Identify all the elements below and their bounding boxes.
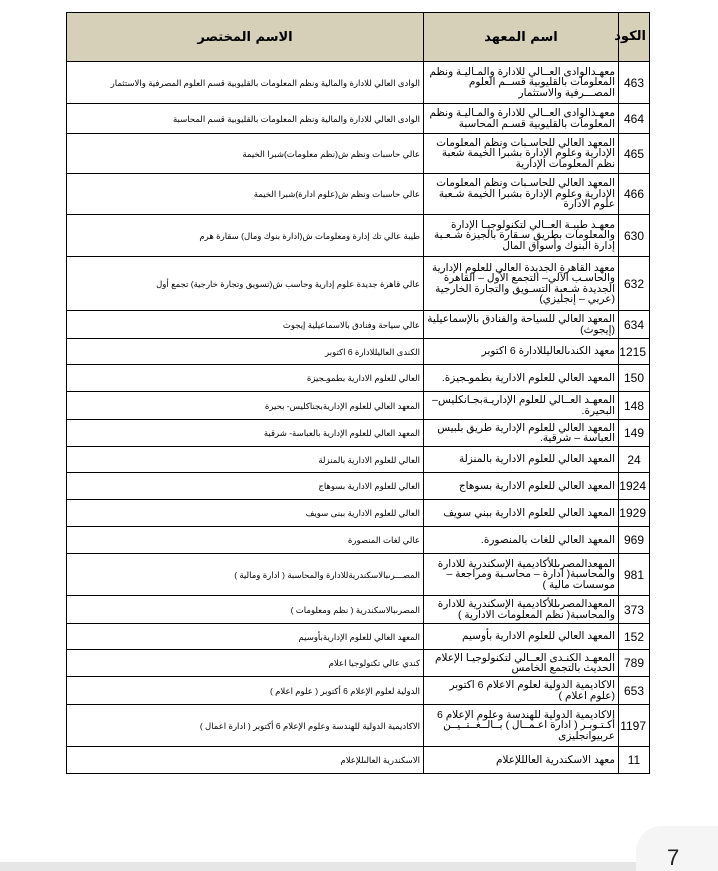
cell-code: 24 bbox=[619, 447, 650, 473]
cell-code: 981 bbox=[619, 554, 650, 596]
table-row bbox=[67, 527, 650, 554]
cell-short-name: الدولية لعلوم الإعلام 6 أكتوبر ( علوم اعلام ) bbox=[67, 677, 424, 705]
institutes-table bbox=[66, 12, 650, 774]
cell-short-name: العالي للعلوم الادارية بسوهاج bbox=[67, 473, 424, 500]
cell-institute-name: المعهد العالي للعلوم الادارية بأوسيم bbox=[424, 624, 619, 650]
cell-code: 465 bbox=[619, 134, 650, 174]
cell-code: 789 bbox=[619, 650, 650, 677]
cell-code: 630 bbox=[619, 215, 650, 257]
cell-short-name: العالي للعلوم الادارية بطموـجيزة bbox=[67, 365, 424, 392]
bottom-divider-bar bbox=[0, 862, 636, 871]
cell-short-name: عالي سياحة وفنادق بالاسماعيلية إيجوث bbox=[67, 311, 424, 339]
cell-code: 150 bbox=[619, 365, 650, 392]
cell-code: 1215 bbox=[619, 339, 650, 365]
table-header-row bbox=[67, 13, 650, 62]
header-institute-name: اسم المعهد bbox=[424, 13, 619, 62]
table-row bbox=[67, 500, 650, 527]
cell-short-name: عالي حاسبات ونظم ش(نظم معلومات)شبرا الخيمة bbox=[67, 134, 424, 174]
table-row bbox=[67, 392, 650, 420]
table-row bbox=[67, 339, 650, 365]
table-row bbox=[67, 747, 650, 774]
cell-short-name: طيبة عالي تك إدارة ومعلومات ش(ادارة بنوك ومال) سقارة هرم bbox=[67, 215, 424, 257]
cell-short-name: الوادى العالي للادارة والمالية ونظم المعلومات بالقليوبية قسم المحاسبة bbox=[67, 104, 424, 134]
table-row bbox=[67, 257, 650, 311]
cell-institute-name: المهعدالمصرىللأكاديمية الإسكندرية للادارة والمحاسبة( ادارة – محاسـبة ومراجعة – موسسات مالية ) bbox=[424, 554, 619, 596]
table-row bbox=[67, 554, 650, 596]
table-row bbox=[67, 677, 650, 705]
header-short-name: الاسم المختصر bbox=[67, 13, 424, 62]
cell-code: 634 bbox=[619, 311, 650, 339]
cell-code: 653 bbox=[619, 677, 650, 705]
table-row bbox=[67, 624, 650, 650]
cell-institute-name: معهد القاهرة الجديدة العالي للعلوم الإدارية والحاسـب الآلي– التجمع الأول – القاهرة الجديدة شـعبة التسـويق والتجارة الخارجية (عربي – إنجليزي) bbox=[424, 257, 619, 311]
cell-code: 148 bbox=[619, 392, 650, 420]
table-row bbox=[67, 596, 650, 624]
cell-institute-name: معهـد طيبـة العــالي لتكنولوجيـا الإدارة والمعلومات بطريق سـقارة بالجيزة شـعـبة إدارة البنوك وأسواق المال bbox=[424, 215, 619, 257]
table-row bbox=[67, 365, 650, 392]
cell-code: 149 bbox=[619, 420, 650, 447]
cell-short-name: عالي لغات المنصورة bbox=[67, 527, 424, 554]
table-row bbox=[67, 174, 650, 215]
cell-institute-name: المعهد العالي للحاسـبات ونظم المعلومات الإدارية وعلوم الإدارة بشبرا الخيمة شـعبة علوم الادارة bbox=[424, 174, 619, 215]
cell-short-name: المعهد العالي للعلوم الإداريةبجناكليس- بحيرة bbox=[67, 392, 424, 420]
cell-institute-name: الاكاديمية الدولية لعلوم الاعلام 6 اكتوبر (علوم اعلام ) bbox=[424, 677, 619, 705]
cell-institute-name: المعهد العالي للعلوم الإدارية طريق بلبيس العباسة – شرقية. bbox=[424, 420, 619, 447]
table-row bbox=[67, 215, 650, 257]
table-row bbox=[67, 447, 650, 473]
cell-code: 1924 bbox=[619, 473, 650, 500]
cell-code: 11 bbox=[619, 747, 650, 774]
table-row bbox=[67, 650, 650, 677]
table-row bbox=[67, 473, 650, 500]
cell-short-name: العالي للعلوم الادارية ببنى سويف bbox=[67, 500, 424, 527]
cell-institute-name: المعهد العالي للعلوم الادارية ببني سويف bbox=[424, 500, 619, 527]
cell-institute-name: المعهد العالي للعلوم الادارية بالمنزلة bbox=[424, 447, 619, 473]
cell-code: 464 bbox=[619, 104, 650, 134]
cell-short-name: عالي قاهرة جديدة علوم إدارية وحاسب ش(تسويق وتجارة خارجية) تجمع أول bbox=[67, 257, 424, 311]
cell-institute-name: معهد الاسكندرية العالللإعلام bbox=[424, 747, 619, 774]
cell-institute-name: المعهد العالي للسياحة والفنادق بالإسماعيلية (إيجوث) bbox=[424, 311, 619, 339]
table-row bbox=[67, 311, 650, 339]
cell-short-name: المعهد العالي للعلوم الإداريةبأوسيم bbox=[67, 624, 424, 650]
cell-institute-name: المعهد العالي للعلوم الادارية بطموـجيزة. bbox=[424, 365, 619, 392]
cell-code: 466 bbox=[619, 174, 650, 215]
table-row bbox=[67, 134, 650, 174]
header-code: الكود bbox=[619, 13, 650, 62]
cell-institute-name: المعهـد العــالي للعلوم الإداريـةبجـانكليس– البحيرة. bbox=[424, 392, 619, 420]
page-number: 7 bbox=[667, 845, 680, 870]
cell-code: 1197 bbox=[619, 705, 650, 747]
cell-institute-name: الاكاديمية الدولية للهندسة وعلوم الإعلام 6 أكـتـوبـر ( ادارة اعـمــال ) بــالــغــتــيــن عربيوانجليزى bbox=[424, 705, 619, 747]
cell-short-name: المصرىبالاسكندرية ( نظم ومعلومات ) bbox=[67, 596, 424, 624]
cell-short-name: الاسكندرية العالىللإعلام bbox=[67, 747, 424, 774]
cell-institute-name: معهـدالوادى العــالي للادارة والمـاليـة ونظم المعلومات بالقليوبية قســم العلوم المصـــرفية والاستثمار bbox=[424, 62, 619, 104]
cell-institute-name: معهـدالوادى العــالي للادارة والمـاليـة ونظم المعلومات بالقليوبية قسـم المحاسبة bbox=[424, 104, 619, 134]
cell-code: 152 bbox=[619, 624, 650, 650]
cell-short-name: العالي للعلوم الادارية بالمنزلة bbox=[67, 447, 424, 473]
table-row bbox=[67, 104, 650, 134]
cell-short-name: الكندى العاليللادارة 6 اكتوبر bbox=[67, 339, 424, 365]
cell-code: 463 bbox=[619, 62, 650, 104]
cell-institute-name: المعهد العالي للعلوم الادارية بسوهاج bbox=[424, 473, 619, 500]
cell-code: 969 bbox=[619, 527, 650, 554]
cell-short-name: المصـــرىبالاسكندريةللادارة والمحاسبة ( ادارة ومالية ) bbox=[67, 554, 424, 596]
cell-short-name: المعهد العالي للعلوم الإدارية بالعباسة- شرقية bbox=[67, 420, 424, 447]
cell-short-name: الوادى العالي للادارة والمالية ونظم المعلومات بالقليوبية قسم العلوم المصرفية والاستثمار bbox=[67, 62, 424, 104]
cell-institute-name: المعهـد الكنـدى العــالي لتكنولوجيـا الإعلام الحديث بالتجمع الخامس bbox=[424, 650, 619, 677]
table-row bbox=[67, 62, 650, 104]
cell-code: 1929 bbox=[619, 500, 650, 527]
cell-short-name: الاكاديمية الدولية للهندسة وعلوم الإعلام 6 أكتوبر ( ادارة اعمال ) bbox=[67, 705, 424, 747]
cell-short-name: عالي حاسبات ونظم ش(علوم ادارة)شبرا الخيمة bbox=[67, 174, 424, 215]
cell-code: 373 bbox=[619, 596, 650, 624]
cell-institute-name: المعهد العالي للحاسـبات ونظم المعلومات الإدارية وعلوم الإدارة بشبرا الخيمة شعبة نظم المعلومات الإدارية bbox=[424, 134, 619, 174]
cell-institute-name: المعهدالمصرىللأكاديمية الإسكندرية للادارة والمحاسبة( نظم المعلومات الادارية ) bbox=[424, 596, 619, 624]
table-row bbox=[67, 420, 650, 447]
cell-institute-name: المعهد العالي للغات بالمنصورة. bbox=[424, 527, 619, 554]
cell-short-name: كندي عالي تكنولوجيا اعلام bbox=[67, 650, 424, 677]
cell-code: 632 bbox=[619, 257, 650, 311]
table-row bbox=[67, 705, 650, 747]
cell-institute-name: معهد الكندىالعاليللادارة 6 اكتوبر bbox=[424, 339, 619, 365]
